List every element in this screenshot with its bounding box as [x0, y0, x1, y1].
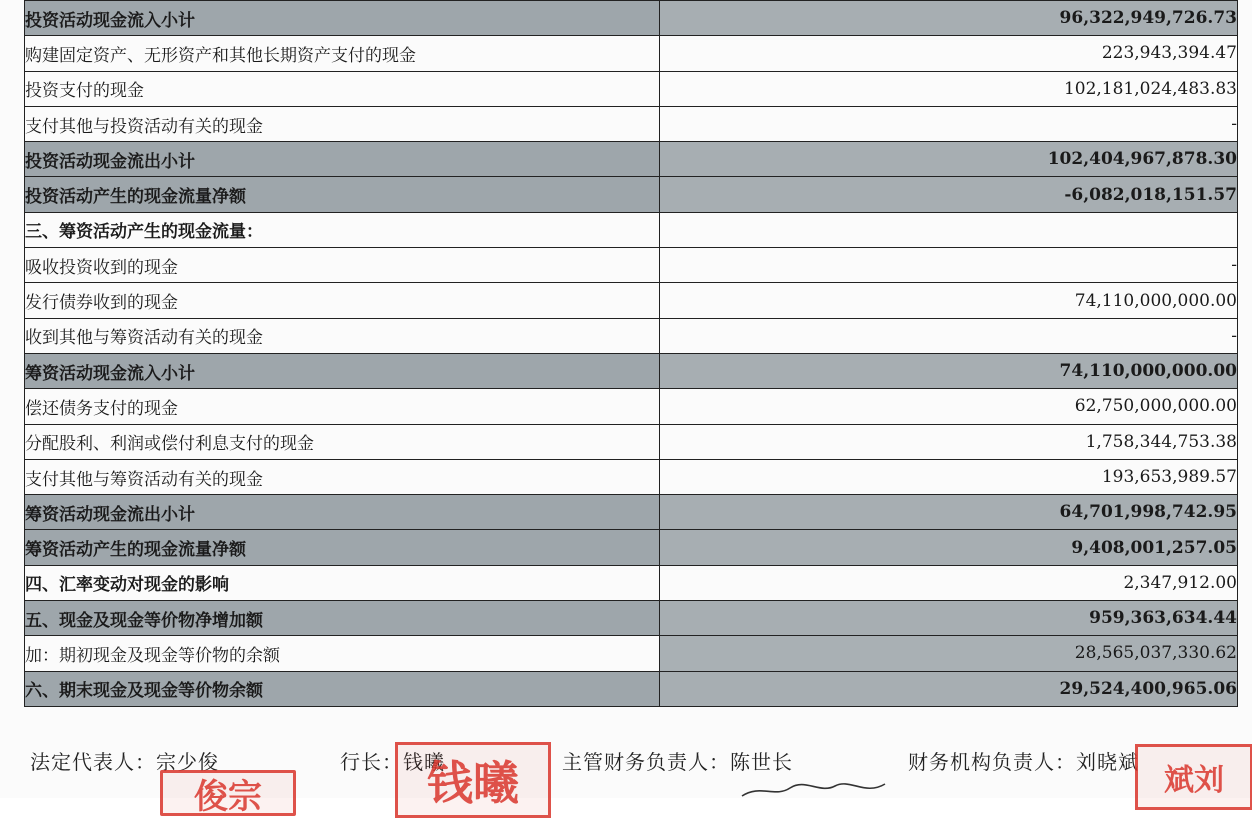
row-amount: 74,110,000,000.00: [660, 283, 1238, 318]
row-label: 投资活动现金流出小计: [25, 142, 660, 177]
table-row: [25, 671, 1238, 706]
row-amount: 74,110,000,000.00: [660, 353, 1238, 388]
row-amount: 96,322,949,726.73: [660, 1, 1238, 36]
row-label: 购建固定资产、无形资产和其他长期资产支付的现金: [25, 36, 660, 71]
row-label: 支付其他与筹资活动有关的现金: [25, 459, 660, 494]
row-label: 投资活动现金流入小计: [25, 1, 660, 36]
table-row: [25, 318, 1238, 353]
row-label: 加：期初现金及现金等价物的余额: [25, 636, 660, 671]
row-label: 筹资活动现金流出小计: [25, 495, 660, 530]
handwritten-signature: [740, 780, 890, 800]
row-amount: 959,363,634.44: [660, 601, 1238, 636]
table-row: [25, 248, 1238, 283]
row-amount: -: [660, 106, 1238, 141]
row-label: 偿还债务支付的现金: [25, 389, 660, 424]
table-row: [25, 36, 1238, 71]
red-seal-stamp: [160, 770, 296, 816]
table-row: [25, 353, 1238, 388]
row-label: 吸收投资收到的现金: [25, 248, 660, 283]
table-row: [25, 177, 1238, 212]
red-seal-stamp: [1135, 744, 1252, 810]
row-amount: 28,565,037,330.62: [660, 636, 1238, 671]
finance-head-label: 主管财务负责人：陈世长: [562, 750, 793, 774]
row-amount: 2,347,912.00: [660, 565, 1238, 600]
seal-text: 斌刘: [1164, 763, 1224, 798]
row-amount: 193,653,989.57: [660, 459, 1238, 494]
table-row: [25, 142, 1238, 177]
row-label: 筹资活动产生的现金流量净额: [25, 530, 660, 565]
table-row: [25, 71, 1238, 106]
legal-representative-label: 法定代表人：宗少俊: [30, 750, 219, 774]
row-label: 四、汇率变动对现金的影响: [25, 565, 660, 600]
row-amount: 64,701,998,742.95: [660, 495, 1238, 530]
seal-text: 钱曦: [427, 756, 519, 810]
table-row: [25, 106, 1238, 141]
row-amount: 62,750,000,000.00: [660, 389, 1238, 424]
red-seal-stamp: [395, 742, 551, 818]
row-amount: -: [660, 318, 1238, 353]
row-label: 收到其他与筹资活动有关的现金: [25, 318, 660, 353]
table-row: [25, 424, 1238, 459]
row-amount: -: [660, 248, 1238, 283]
row-amount: 102,404,967,878.30: [660, 142, 1238, 177]
table-row: [25, 283, 1238, 318]
table-row: [25, 601, 1238, 636]
row-label: 六、期末现金及现金等价物余额: [25, 671, 660, 706]
table-row: [25, 459, 1238, 494]
table-row: [25, 1, 1238, 36]
president-label: 行长：钱曦: [340, 750, 445, 774]
row-amount: 223,943,394.47: [660, 36, 1238, 71]
cash-flow-table: [24, 0, 1238, 707]
seal-text: 俊宗: [194, 776, 262, 817]
row-amount: 102,181,024,483.83: [660, 71, 1238, 106]
table-row: [25, 636, 1238, 671]
row-label: 投资支付的现金: [25, 71, 660, 106]
row-amount: 1,758,344,753.38: [660, 424, 1238, 459]
row-label: 分配股利、利润或偿付利息支付的现金: [25, 424, 660, 459]
table-row: [25, 212, 1238, 247]
table-row: [25, 530, 1238, 565]
row-amount: 9,408,001,257.05: [660, 530, 1238, 565]
table-row: [25, 495, 1238, 530]
row-label: 筹资活动现金流入小计: [25, 353, 660, 388]
table-row: [25, 389, 1238, 424]
table-row: [25, 565, 1238, 600]
row-label: 五、现金及现金等价物净增加额: [25, 601, 660, 636]
row-amount: [660, 212, 1238, 247]
row-label: 支付其他与投资活动有关的现金: [25, 106, 660, 141]
row-label: 三、筹资活动产生的现金流量：: [25, 212, 660, 247]
row-amount: 29,524,400,965.06: [660, 671, 1238, 706]
row-label: 投资活动产生的现金流量净额: [25, 177, 660, 212]
row-label: 发行债券收到的现金: [25, 283, 660, 318]
accounting-head-label: 财务机构负责人：刘晓斌: [908, 750, 1139, 774]
row-amount: -6,082,018,151.57: [660, 177, 1238, 212]
